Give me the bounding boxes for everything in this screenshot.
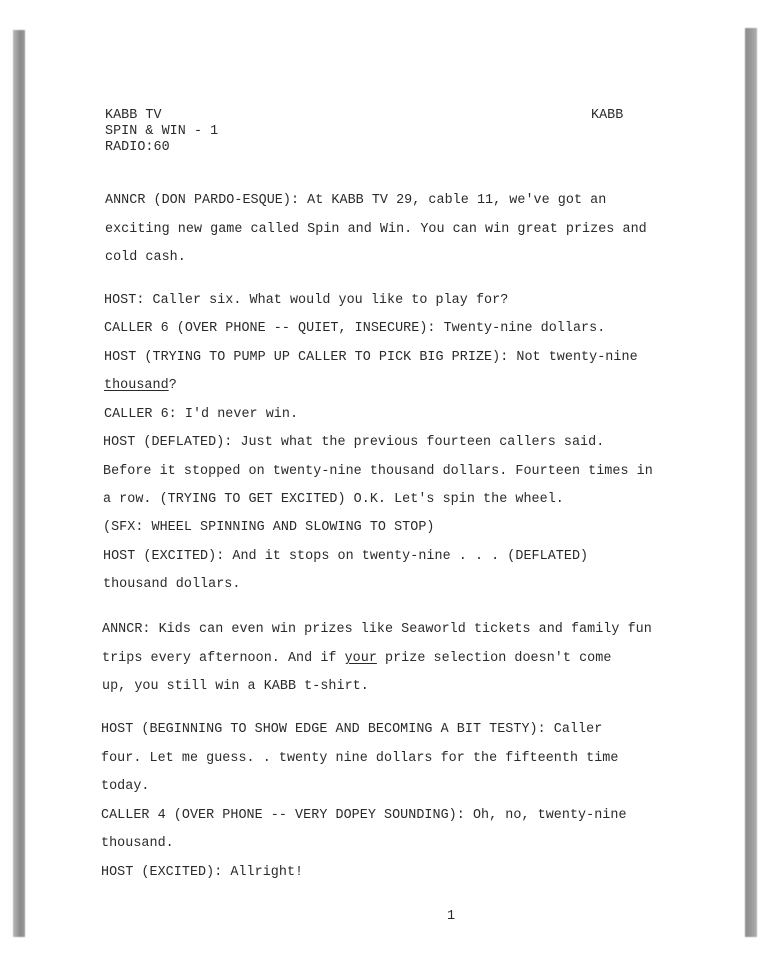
script-line xyxy=(105,222,647,238)
script-text: CALLER 6: I'd never win. xyxy=(104,407,299,422)
script-text: a row. (TRYING TO GET EXCITED) O.K. Let's spin the wheel. xyxy=(103,492,564,507)
script-text: thousand dollars. xyxy=(103,577,241,592)
script-line xyxy=(103,492,564,508)
script-text: exciting new game called Spin and Win. You can win great prizes and xyxy=(105,222,647,237)
script-line xyxy=(103,464,653,480)
script-text: HOST (EXCITED): And it stops on twenty-nine . . . (DEFLATED) xyxy=(103,549,589,564)
script-text: ? xyxy=(168,378,177,393)
script-text: HOST (TRYING TO PUMP UP CALLER TO PICK BIG PRIZE): Not twenty-nine xyxy=(104,350,638,365)
script-line xyxy=(101,865,303,881)
script-text: ANNCR (DON PARDO-ESQUE): At KABB TV 29, cable 11, we've got an xyxy=(105,193,607,208)
script-line xyxy=(102,651,611,667)
script-text: HOST (EXCITED): Allright! xyxy=(101,865,304,880)
script-line xyxy=(101,836,174,852)
script-text: up, you still win a KABB t-shirt. xyxy=(102,679,369,694)
script-line xyxy=(104,407,298,423)
script-text: trips every afternoon. And if xyxy=(102,651,345,666)
header-client: KABB xyxy=(591,108,624,123)
script-text: CALLER 4 (OVER PHONE -- VERY DOPEY SOUNDING): Oh, no, twenty-nine xyxy=(101,808,627,823)
script-line xyxy=(101,722,602,738)
script-line xyxy=(103,520,435,536)
script-text: HOST: Caller six. What would you like to play for? xyxy=(104,293,509,308)
script-line xyxy=(101,751,618,767)
script-text: ANNCR: Kids can even win prizes like Seaworld tickets and family fun xyxy=(102,622,652,637)
header-station: KABB TV xyxy=(105,108,162,123)
script-text: HOST (BEGINNING TO SHOW EDGE AND BECOMING A BIT TESTY): Caller xyxy=(101,722,603,737)
script-text: thousand. xyxy=(101,836,174,851)
script-text: CALLER 6 (OVER PHONE -- QUIET, INSECURE): Twenty-nine dollars. xyxy=(104,321,606,336)
script-text: prize selection doesn't come xyxy=(376,651,612,666)
script-line xyxy=(102,622,652,638)
script-line xyxy=(104,378,177,394)
script-line xyxy=(104,350,638,366)
script-text: HOST (DEFLATED): Just what the previous fourteen callers said. xyxy=(103,435,605,450)
script-line xyxy=(103,435,604,451)
underlined-text: thousand xyxy=(104,378,169,393)
script-text: Before it stopped on twenty-nine thousand dollars. Fourteen times in xyxy=(103,464,653,479)
script-line xyxy=(101,808,627,824)
script-text: four. Let me guess. . twenty nine dollars for the fifteenth time xyxy=(101,751,619,766)
page-number: 1 xyxy=(447,909,456,924)
script-line xyxy=(105,250,186,266)
script-text: today. xyxy=(101,779,150,794)
script-line xyxy=(104,321,605,337)
script-line xyxy=(103,577,240,593)
underlined-text: your xyxy=(344,651,377,666)
script-line xyxy=(102,679,369,695)
script-line xyxy=(104,293,508,309)
script-text: cold cash. xyxy=(105,250,186,265)
script-line xyxy=(105,193,606,209)
script-line xyxy=(101,779,150,795)
script-text: (SFX: WHEEL SPINNING AND SLOWING TO STOP) xyxy=(103,520,435,535)
script-line xyxy=(103,549,588,565)
header-format: RADIO:60 xyxy=(105,140,170,155)
header-spot-title: SPIN & WIN - 1 xyxy=(105,124,219,139)
